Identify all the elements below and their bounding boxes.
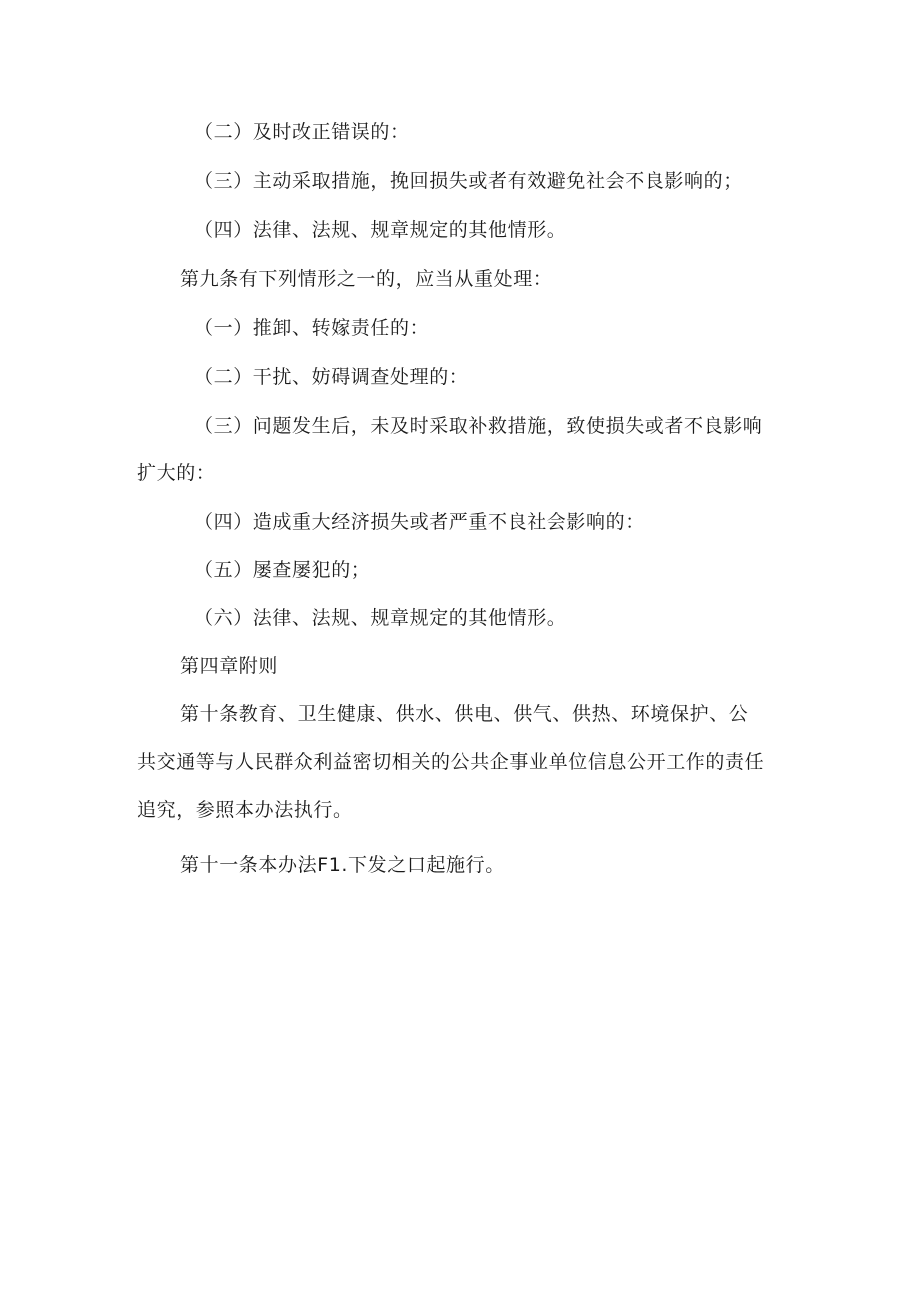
article-9-heading: 第九条有下列情形之一的，应当从重处理： (180, 268, 553, 290)
chapter-4-heading: 第四章附则 (180, 655, 279, 677)
article-11: 第十一条本办法F1.下发之口起施行。 (180, 854, 505, 876)
clause-item-3-remedial-measures: （三）主动采取措施，挽回损失或者有效避免社会不良影响的； (194, 170, 743, 192)
article-9-item-3-continued: 扩大的： (137, 462, 216, 484)
article-10-line-3: 追究，参照本办法执行。 (137, 799, 353, 821)
article-9-item-6: （六）法律、法规、规章规定的其他情形。 (194, 607, 567, 629)
article-9-item-5: （五）屡查屡犯的； (194, 559, 371, 581)
article-10-line-2: 共交通等与人民群众利益密切相关的公共企事业单位信息公开工作的责任 (137, 751, 765, 773)
clause-item-4-other-circumstances: （四）法律、法规、规章规定的其他情形。 (194, 219, 567, 241)
article-9-item-1: （一）推卸、转嫁责任的： (194, 317, 430, 339)
article-9-item-3: （三）问题发生后，未及时采取补救措施，致使损失或者不良影响 (194, 415, 763, 437)
clause-item-2-correct-errors: （二）及时改正错误的： (194, 121, 410, 143)
article-10-line-1: 第十条教育、卫生健康、供水、供电、供气、供热、环境保护、公 (180, 703, 749, 725)
article-9-item-2: （二）干扰、妨碍调查处理的： (194, 366, 469, 388)
article-9-item-4: （四）造成重大经济损失或者严重不良社会影响的： (194, 511, 645, 533)
